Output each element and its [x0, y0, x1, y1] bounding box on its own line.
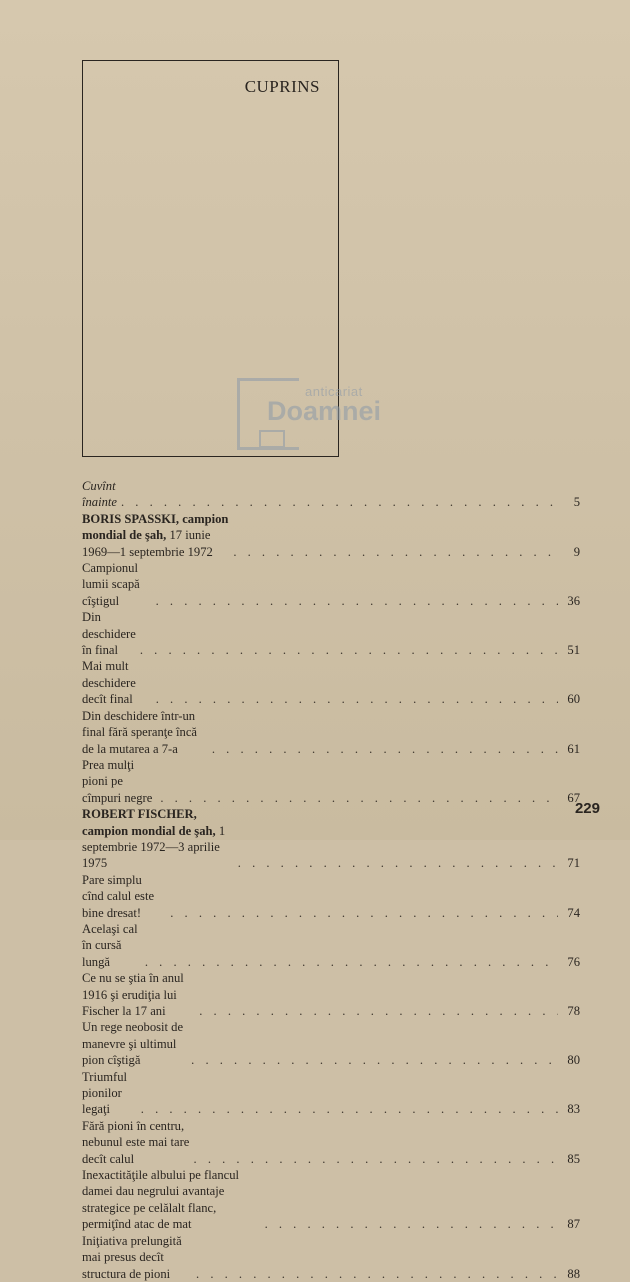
toc-entry — [82, 609, 580, 658]
watermark-logo — [237, 378, 412, 456]
toc-page-number: 78 — [567, 1004, 580, 1018]
leader-dots — [191, 1052, 558, 1068]
toc-page-number: 71 — [567, 856, 580, 871]
toc-entry — [82, 872, 580, 921]
leader-dots — [196, 1266, 558, 1282]
toc-entry — [82, 478, 580, 511]
toc-entry-title: Din deschidere în final — [82, 610, 136, 658]
book-icon — [259, 430, 285, 448]
leader-dots — [156, 691, 558, 707]
toc-page-number: 51 — [567, 643, 580, 658]
toc-page-number: 5 — [573, 495, 580, 510]
toc-entry-title: Iniţiativa prelungită mai presus decît structura de pioni — [82, 1233, 182, 1281]
toc-entry — [82, 1019, 580, 1068]
toc-entry — [82, 921, 580, 970]
leader-dots — [233, 544, 558, 560]
toc-entry — [82, 1069, 580, 1118]
toc-entry-title: Un rege neobosit de manevre şi ultimul pion cîştigă — [82, 1020, 184, 1068]
toc-page-number: 87 — [567, 1217, 580, 1232]
toc-page-number: 76 — [567, 954, 580, 969]
toc-entry-title: Pare simplu cînd calul este bine dresat! — [82, 872, 155, 920]
leader-dots — [160, 790, 558, 806]
toc-entry — [82, 1233, 580, 1282]
leader-dots — [156, 593, 558, 609]
leader-dots — [238, 855, 558, 871]
toc-entry-bold: BORIS SPASSKI, campion mondial de şah, — [82, 511, 229, 543]
toc-entry-bold: ROBERT FISCHER, campion mondial de şah, — [82, 807, 216, 838]
leader-dots — [145, 954, 558, 970]
toc-entry — [82, 757, 580, 806]
toc-entry-rest: 17 iunie 1969—1 septembrie 1972 — [82, 528, 213, 559]
toc-entry-title: Triumful pionilor legaţi — [82, 1069, 128, 1117]
page-number: 229 — [574, 800, 600, 817]
table-of-contents — [82, 478, 580, 1282]
toc-page-number: 60 — [567, 692, 580, 707]
toc-entry — [82, 658, 580, 707]
toc-entry-title — [82, 511, 229, 560]
toc-page-number: 74 — [567, 905, 580, 920]
toc-page-number: 80 — [567, 1053, 580, 1068]
toc-entry-title: Fără pioni în centru, nebunul este mai tare decît calul — [82, 1118, 190, 1166]
leader-dots — [194, 1151, 558, 1167]
toc-entry — [82, 806, 580, 872]
toc-entry-rest: 1 septembrie 1972—3 aprilie 1975 — [82, 823, 226, 871]
toc-entry-title: Cuvînt înainte — [82, 479, 117, 510]
toc-page-number: 9 — [573, 544, 580, 559]
toc-page-number: 88 — [567, 1266, 580, 1281]
toc-entry — [82, 1118, 580, 1167]
section-title: CUPRINS — [244, 77, 320, 96]
leader-dots — [140, 642, 558, 658]
toc-entry-title: Campionul lumii scapă cîştigul — [82, 561, 140, 608]
leader-dots — [170, 905, 558, 921]
toc-page-number: 36 — [567, 593, 580, 608]
watermark-small-text: anticariat — [305, 384, 363, 399]
toc-entry — [82, 1167, 580, 1233]
toc-page-number: 83 — [567, 1102, 580, 1117]
toc-entry-title: Prea mulţi pioni pe cîmpuri negre — [82, 757, 153, 805]
toc-entry-title: Mai mult deschidere decît final — [82, 659, 136, 707]
leader-dots — [121, 494, 558, 510]
toc-entry-title: Ce nu se ştia în anul 1916 şi erudiţia lui Fischer la 17 ani — [82, 971, 184, 1018]
toc-entry — [82, 560, 580, 609]
toc-entry-title: Din deschidere într-un final fără speranţe încă de la mutarea a 7-a — [82, 708, 198, 756]
toc-page-number: 61 — [567, 741, 580, 756]
toc-page-number: 85 — [567, 1151, 580, 1166]
leader-dots — [199, 1003, 558, 1019]
toc-entry — [82, 511, 580, 560]
toc-entry — [82, 970, 580, 1019]
leader-dots — [141, 1101, 558, 1117]
toc-page-number: 67 — [567, 790, 580, 805]
leader-dots — [212, 741, 558, 757]
toc-entry — [82, 708, 580, 757]
toc-entry-title — [82, 806, 234, 872]
toc-entry-title: Inexactităţile albului pe flancul damei dau negrului avantaje strategice pe celălalt flanc, permiţînd atac de mat — [82, 1168, 240, 1232]
watermark-big-text: Doamnei — [267, 396, 382, 426]
toc-entry-title: Acelaşi cal în cursă lungă — [82, 921, 138, 969]
leader-dots — [265, 1216, 558, 1232]
